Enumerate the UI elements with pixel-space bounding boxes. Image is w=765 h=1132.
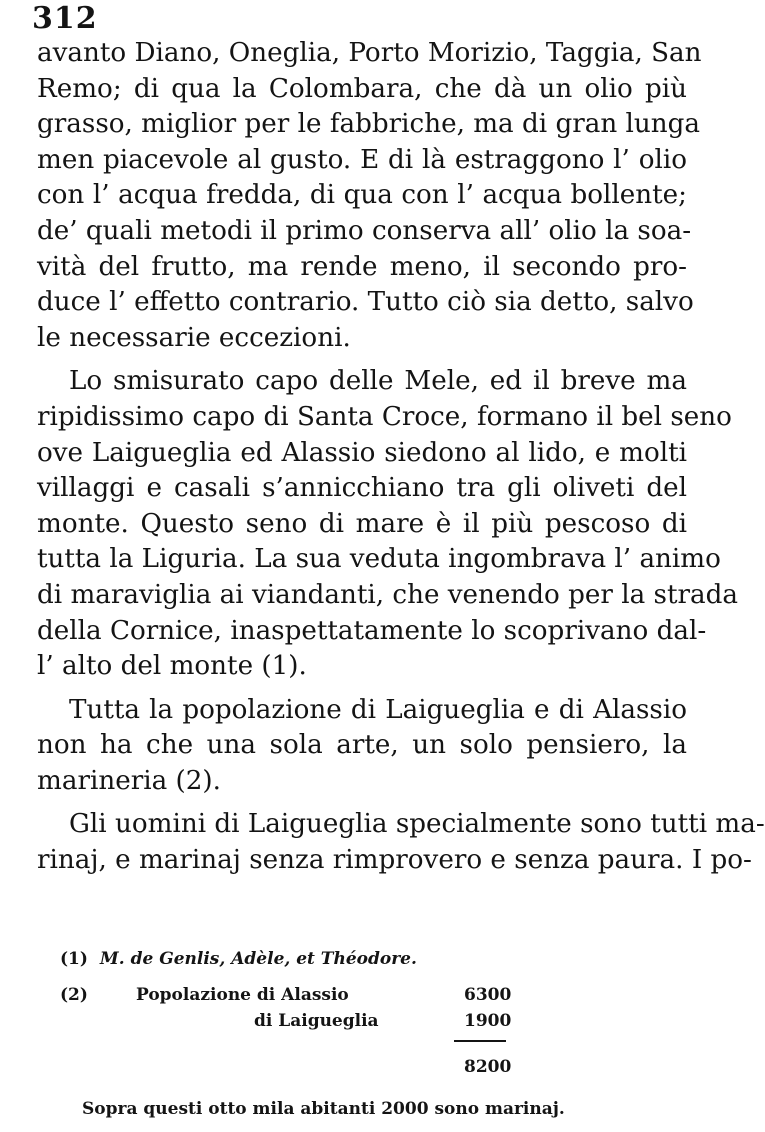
- text-line: con l’ acqua fredda, di qua con l’ acqua bollente;: [37, 180, 687, 211]
- text-line: ove Laigueglia ed Alassio siedono al lido, e molti: [37, 437, 687, 468]
- paragraph-2: [37, 364, 739, 684]
- page-number: 312: [32, 1, 98, 36]
- text-line: Tutta la popolazione di Laigueglia e di Alassio: [69, 694, 687, 725]
- footnote-author: M. de Genlis,: [99, 949, 226, 969]
- text-line: vità del frutto, ma rende meno, il secondo pro-: [37, 251, 687, 282]
- text-line: tutta la Liguria. La sua veduta ingombrava l’ animo: [37, 544, 721, 575]
- footnotes: [60, 948, 660, 1094]
- text-line: marineria (2).: [37, 765, 221, 796]
- text-line: rinaj, e marinaj senza rimprovero e senza paura. I po-: [37, 845, 752, 876]
- footnote-work: Adèle, et Théodore.: [231, 949, 417, 969]
- body-text: [37, 36, 765, 879]
- text-line: l’ alto del monte (1).: [37, 651, 307, 682]
- text-line: duce l’ effetto contrario. Tutto ciò sia detto, salvo: [37, 287, 694, 318]
- text-line: Lo smisurato capo delle Mele, ed il breve ma: [69, 366, 687, 397]
- sum-rule: [454, 1040, 506, 1042]
- text-line: della Cornice, inaspettatamente lo scoprivano dal-: [37, 615, 707, 646]
- population-label-alassio: Popolazione di Alassio: [136, 985, 349, 1005]
- text-line: di maraviglia ai viandanti, che venendo per la strada: [37, 579, 739, 610]
- text-line: avanto Diano, Oneglia, Porto Morizio, Taggia, San: [37, 38, 702, 68]
- closing-note: Sopra questi otto mila abitanti 2000 sono marinaj.: [82, 1099, 565, 1119]
- paragraph-1: [37, 36, 702, 356]
- text-line: villaggi e casali s’annicchiano tra gli oliveti del: [37, 473, 687, 504]
- text-line: Remo; di qua la Colombara, che dà un olio più: [37, 73, 687, 104]
- population-label-laigueglia: di Laigueglia: [254, 1011, 379, 1031]
- footnote-2: [60, 984, 660, 1094]
- population-total: 8200: [464, 1057, 512, 1077]
- text-line: grasso, miglior per le fabbriche, ma di gran lunga: [37, 109, 701, 140]
- footnote-1: [60, 948, 660, 970]
- paragraph-3: [37, 693, 687, 800]
- text-line: le necessarie eccezioni.: [37, 322, 351, 353]
- population-value-alassio: 6300: [464, 985, 512, 1005]
- population-value-laigueglia: 1900: [464, 1011, 512, 1031]
- text-line: de’ quali metodi il primo conserva all’ olio la soa-: [37, 215, 692, 246]
- text-line: non ha che una sola arte, un solo pensiero, la: [37, 730, 687, 761]
- text-line: men piacevole al gusto. E di là estraggono l’ olio: [37, 144, 687, 175]
- footnote-marker: (1): [60, 949, 88, 969]
- text-line: Gli uomini di Laigueglia specialmente sono tutti ma-: [69, 809, 765, 840]
- paragraph-4: [37, 807, 765, 878]
- footnote-marker: (2): [60, 985, 88, 1005]
- text-line: monte. Questo seno di mare è il più pescoso di: [37, 508, 687, 539]
- text-line: ripidissimo capo di Santa Croce, formano il bel seno: [37, 401, 732, 432]
